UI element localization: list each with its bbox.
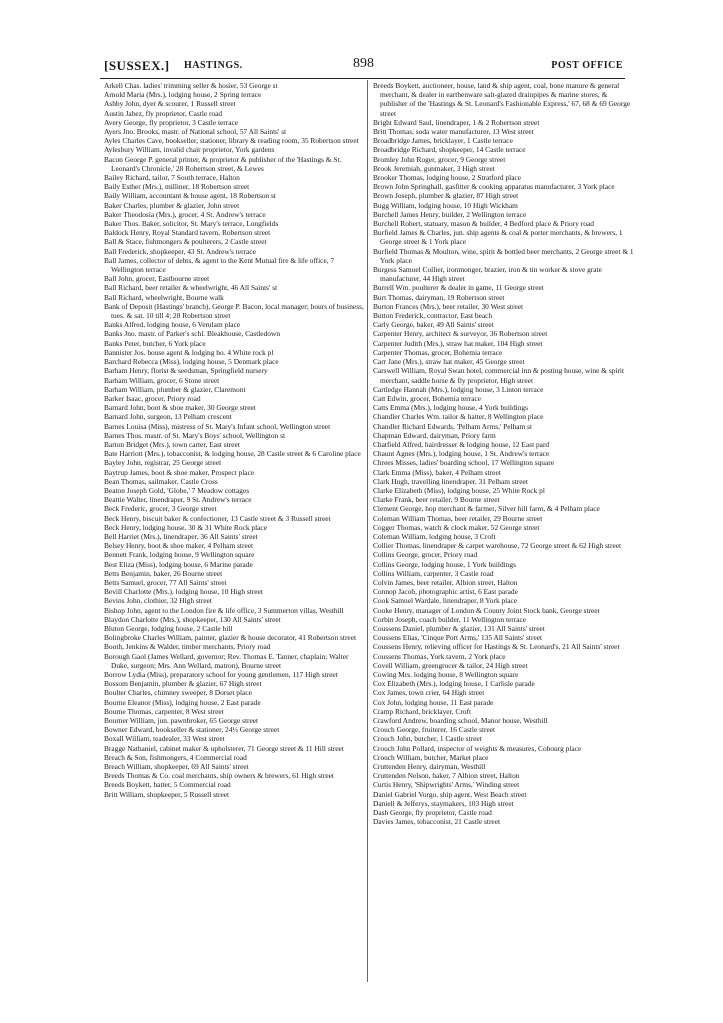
- directory-entry: Collins William, carpenter, 3 Castle road: [373, 568, 494, 578]
- directory-entry: Barchard Rebecca (Miss), lodging house, 5 Denmark place: [104, 357, 279, 367]
- directory-entry: Beck Henry, biscuit baker & confectioner, 13 Castle street & 3 Russell street: [104, 513, 331, 523]
- directory-entry: Bourner William, jun. pawnbroker, 65 George street: [104, 716, 259, 726]
- directory-entry: Breeds Boykett, auctioneer, house, land & ship agent, coal, bone manure & general merchant, & dealer in earthenware salt-glazed drainpipes & marine stores, & publisher of the 'Hastings & St. Leonard's Fashionable Express,' 67, 68 & 69 George street: [373, 81, 631, 118]
- directory-entry: Barnard John, boot & shoe maker, 30 George street: [104, 403, 256, 413]
- directory-entry: Catts Emma (Mrs.), lodging house, 4 York buildings: [373, 403, 528, 413]
- directory-entry: Cruttenden Nelson, baker, 7 Albion street, Halton: [373, 771, 520, 781]
- directory-entry: Beck Henry, lodging house, 30 & 31 White Rock place: [104, 522, 267, 532]
- directory-entry: Covell William, greengrocer & tailor, 24 High street: [373, 660, 528, 670]
- directory-entry: Burt Thomas, dairyman, 19 Robertson street: [373, 292, 505, 302]
- directory-entry: Cartledge Hannah (Mrs.), lodging house, 3 Linton terrace: [373, 384, 544, 394]
- directory-entry: Colvin James, beer retailer, Albion street, Halton: [373, 577, 518, 587]
- directory-entry: Corbin Joseph, coach builder, 11 Wellington terrace: [373, 614, 527, 624]
- directory-entry: Clark Emma (Miss), baker, 4 Pelham street: [373, 467, 501, 477]
- directory-entry: Dash George, fly proprietor, Castle road: [373, 808, 492, 818]
- directory-entry: Carly George, baker, 49 All Saints' street: [373, 320, 494, 330]
- directory-entry: Burchell James Henry, builder, 2 Wellington terrace: [373, 209, 527, 219]
- directory-entry: Brown Joseph, plumber & glazier, 87 High street: [373, 191, 519, 201]
- publisher-heading: POST OFFICE: [551, 60, 623, 71]
- directory-entry: Bright Edward Saul, linendraper, 1 & 2 Robertson street: [373, 117, 540, 127]
- directory-entry: Banks Alfred, lodging house, 6 Verulam place: [104, 320, 241, 330]
- header-rule: [100, 78, 625, 79]
- directory-entry: Betts Samuel, grocer, 77 All Saints' street: [104, 577, 227, 587]
- directory-entry: Cox James, town crier, 64 High street: [373, 688, 485, 698]
- directory-entry: Barnes Louisa (Miss), mistress of St. Mary's Infant school, Wellington street: [104, 421, 331, 431]
- directory-entry: Connop Jacob, photographic artist, 6 East parade: [373, 587, 518, 597]
- directory-entry: Crawford Andrew, boarding school, Manor house, Westhill: [373, 716, 548, 726]
- directory-entry: Broadbridge James, bricklayer, 1 Castle terrace: [373, 136, 513, 146]
- directory-entry: Coleman William Thomas, beer retailer, 29 Bourne street: [373, 513, 543, 523]
- directory-entry: Collins George, grocer, Priory road: [373, 550, 478, 560]
- directory-entry: Cooke Henry, manager of London & County Joint Stock bank, George street: [373, 605, 600, 615]
- directory-entry: Burfield James & Charles, jun. ship agents & coal & porter merchants, & brewers, 1 George street & 1 York place: [373, 228, 623, 247]
- directory-entry: Baily William, accountant & house agent, 18 Robertson st: [104, 191, 276, 201]
- directory-entry: Collins George, lodging house, 1 York buildings: [373, 559, 516, 569]
- directory-entry: Ayles Charles Cave, bookseller, stationer, library & reading room, 35 Robertson street: [104, 136, 359, 146]
- directory-entry: Bate Harriott (Mrs.), tobacconist, & lodging house, 28 Castle street & 6 Caroline place: [104, 449, 361, 459]
- directory-entry: Burrell Wm. poulterer & dealer in game, 11 George street: [373, 283, 544, 293]
- directory-entry: Bailey Richard, tailor, 7 South terrace, Halton: [104, 173, 240, 183]
- directory-entry: Carpenter Henry, architect & surveyor, 36 Robertson street: [373, 329, 548, 339]
- directory-entry: Chatfield Alfred, hairdresser & lodging house, 12 East pard: [373, 439, 550, 449]
- directory-entry: Brooker Thomas, lodging house, 2 Stratford place: [373, 173, 522, 183]
- directory-entry: Coussens Thomas, York tavern, 2 York place: [373, 651, 506, 661]
- directory-entry: Ball Richard, wheelwright, Bourne walk: [104, 292, 224, 302]
- directory-entry: Burchell Robert, statuary, mason & builder, 4 Bedford place & Priory road: [373, 219, 594, 229]
- directory-entry: Bennett Frank, lodging house, 9 Wellington square: [104, 550, 255, 560]
- directory-entry: Bannister Jos. house agent & lodging ho. 4 White rock pl: [104, 347, 274, 357]
- directory-entry: Arkell Chas. ladies' trimming seller & hosier, 53 George st: [104, 81, 278, 90]
- directory-entry: Coussens Daniel, plumber & glazier, 131 All Saints' street: [373, 623, 545, 633]
- directory-entry: Baytrup James, boot & shoe maker, Prospect place: [104, 467, 255, 477]
- directory-entry: Button Frederick, contractor, East beach: [373, 311, 493, 321]
- directory-entry: Austin Jabez, fly proprietor, Castle road: [104, 108, 223, 118]
- directory-entry: Ball Frederick, shopkeeper, 43 St. Andrew's terrace: [104, 246, 256, 256]
- directory-entry: Davies James, tobacconist, 21 Castle street: [373, 817, 501, 827]
- directory-entry: Carr Jane (Mrs.), straw hat maker, 45 George street: [373, 357, 525, 367]
- directory-entry: Daniel Gabriel Vorgo, ship agent, West Beach street: [373, 789, 527, 799]
- directory-entry: Brown John Springhall, gasfitter & cooking apparatus manufacturer, 3 York place: [373, 182, 615, 192]
- directory-entry: Bayley John, registrar, 25 George street: [104, 458, 222, 468]
- directory-entry: Cogger Thomas, watch & clock maker, 52 George street: [373, 522, 540, 532]
- directory-entry: Bragge Nathaniel, cabinet maker & upholsterer, 71 George street & 11 Hill street: [104, 743, 344, 753]
- directory-entry: Cox Elizabeth (Mrs.), lodging house, 1 Carlisle parade: [373, 679, 535, 689]
- directory-entry: Bossom Benjamin, plumber & glazier, 67 High street: [104, 679, 262, 689]
- right-column: [373, 81, 635, 984]
- directory-entry: Breeds Thomas & Co. coal merchants, ship owners & brewers, 61 High street: [104, 771, 334, 781]
- directory-entry: Betts Benjamin, baker, 26 Bourne street: [104, 568, 223, 578]
- directory-entry: Bourne Thomas, carpenter, 8 West street: [104, 706, 224, 716]
- page-number: 898: [353, 56, 374, 71]
- directory-entry: Belsey Henry, boot & shoe maker, 4 Pelham street: [104, 541, 254, 551]
- directory-entry: Catt Edwin, grocer, Bohemia terrace: [373, 393, 482, 403]
- directory-entry: Broadbridge Richard, shopkeeper, 14 Castle terrace: [373, 145, 526, 155]
- directory-entry: Carpenter Judith (Mrs.), straw hat maker, 104 High street: [373, 338, 543, 348]
- directory-entry: Barton Bridget (Mrs.), town carter, East street: [104, 439, 240, 449]
- directory-entry: Beattie Walter, linendraper, 9 St. Andrew's terrace: [104, 495, 252, 505]
- directory-entry: Chaunt Agnes (Mrs.), lodging house, 1 St. Andrew's terrace: [373, 449, 550, 459]
- directory-entry: Chandler Richard Edwards, 'Pelham Arms,' Pelham st: [373, 421, 533, 431]
- directory-entry: Ayers Jno. Brooks, mastr. of National school, 57 All Saints' st: [104, 127, 287, 137]
- directory-entry: Ball John, grocer, Eastbourne street: [104, 274, 210, 284]
- directory-entry: Crouch John Pollard, inspector of weights & measures, Cobourg place: [373, 743, 582, 753]
- directory-entry: Bolingbroke Charles William, painter, glazier & house decorator, 41 Robertson street: [104, 633, 357, 643]
- directory-entry: Crouch William, butcher, Market place: [373, 752, 489, 762]
- directory-entry: Banks Peter, butcher, 6 York place: [104, 338, 206, 348]
- directory-entry: Barnard John, surgeon, 13 Pelham crescent: [104, 412, 232, 422]
- town-heading: HASTINGS.: [184, 60, 243, 71]
- directory-entry: Coussens Elias, 'Cinque Port Arms,' 135 All Saints' street: [373, 633, 543, 643]
- directory-entry: Britt Thomas, soda water manufacturer, 13 West street: [373, 127, 534, 137]
- directory-entry: Ball & Stace, fishmongers & poulterers, 2 Castle street: [104, 237, 267, 247]
- directory-entry: Clement George, hop merchant & farmer, Silver hill farm, & 4 Pelham place: [373, 504, 600, 514]
- directory-entry: Boulter Charles, chimney sweeper, 8 Dorset place: [104, 688, 252, 698]
- directory-entry: Beaton Joseph Gold, 'Globe,' 7 Meadow cottages: [104, 485, 250, 495]
- directory-entry: Britt William, shopkeeper, 5 Russell street: [104, 789, 230, 799]
- directory-entry: Collier Thomas, linendraper & carpet warehouse, 72 George street & 62 High street: [373, 541, 622, 551]
- directory-entry: Borrow Lydia (Miss), preparatory school for young gentlemen, 117 High street: [104, 670, 338, 679]
- directory-entry: Bean Thomas, sailmaker, Castle Cross: [104, 476, 218, 486]
- directory-entry: Arnold Maria (Mrs.), lodging house, 2 Spring terrace: [104, 90, 262, 100]
- directory-entry: Baker Charles, plumber & glazier, John street: [104, 200, 240, 210]
- directory-entry: Daniell & Jefferys, staymakers, 103 High street: [373, 798, 514, 808]
- directory-entry: Bluton George, lodging house, 2 Castle hill: [104, 623, 233, 633]
- directory-entry: Cramp Richard, bricklayer, Croft: [373, 706, 472, 716]
- directory-entry: Boxall William, teadealer, 33 West street: [104, 734, 225, 744]
- directory-entry: Booth, Jenkins & Walder, timber merchants, Priory road: [104, 642, 271, 652]
- directory-entry: Cox John, lodging house, 11 East parade: [373, 697, 494, 707]
- directory-entry: Bowner Edward, bookseller & stationer, 24½ George street: [104, 725, 280, 735]
- directory-entry: Crouch John, butcher, 1 Castle street: [373, 734, 482, 744]
- directory-entry: Barker Isaac, grocer, Priory road: [104, 393, 201, 403]
- directory-entry: Burgess Samuel Collier, ironmonger, brazier, iron & tin worker & stove grate manufacturer, 44 High street: [373, 265, 602, 284]
- directory-entry: Cook Samuel Wardale, linendraper, 8 York place: [373, 596, 518, 606]
- directory-entry: Baily Esther (Mrs.), milliner, 18 Robertson street: [104, 182, 250, 192]
- directory-entry: Crouch George, fruiterer, 16 Castle street: [373, 725, 496, 735]
- directory-entry: Breach William, shopkeeper, 69 All Saints' street: [104, 762, 249, 772]
- directory-entry: Bugg William, lodging house, 10 High Wickham: [373, 200, 518, 210]
- directory-entry: Breeds Boykett, hatter, 5 Commercial road: [104, 780, 231, 790]
- directory-entry: Baldock Henry, Royal Standard tavern, Robertson street: [104, 228, 271, 238]
- directory-entry: Chandler Charles Wm. tailor & hatter, 8 Wellington place: [373, 412, 544, 422]
- directory-entry: Brook Jeremiah, gunmaker, 3 High street: [373, 163, 495, 173]
- directory-entry: Clarke Frank, beer retailer, 9 Bourne street: [373, 495, 500, 505]
- directory-entry: Baker Theodosia (Mrs.), grocer, 4 St. Andrew's terrace: [104, 209, 266, 219]
- directory-entry: Burfield Thomas & Moulton, wine, spirit & bottled beer merchants, 2 George street & 1 York place: [373, 246, 634, 265]
- directory-entry: Aylesbury William, invalid chair proprietor, York gardens: [104, 145, 275, 155]
- directory-entry: Baker Thos. Baker, solicitor, St. Mary's terrace, Longfields: [104, 219, 279, 229]
- directory-entry: Barham William, grocer, 6 Stone street: [104, 375, 220, 385]
- county-heading: [SUSSEX.]: [104, 58, 170, 73]
- directory-entry: Avery George, fly proprietor, 3 Castle terrace: [104, 117, 239, 127]
- page-header: [104, 56, 623, 78]
- directory-entry: Cowing Mrs. lodging house, 8 Wellington square: [373, 670, 519, 679]
- directory-entry: Carpenter Thomas, grocer, Bohemia terrace: [373, 347, 503, 357]
- directory-entry: Coussens Henry, relieving officer for Hastings & St. Leonard's, 21 All Saints' street: [373, 642, 620, 652]
- directory-entry: Ball James, collector of debts, & agent to the Kent Mutual fire & life office, 7 Wellington terrace: [104, 255, 335, 275]
- directory-entry: Beck Frederic, grocer, 3 George street: [104, 504, 217, 514]
- directory-entry: Barham Henry, florist & seedsman, Springfield nursery: [104, 366, 268, 376]
- directory-entry: Blaydon Charlotte (Mrs.), shopkeeper, 130 All Saints' street: [104, 614, 281, 624]
- directory-entry: Chapman Edward, dairyman, Priory farm: [373, 430, 496, 440]
- directory-entry: Coleman William, lodging house, 3 Croft: [373, 531, 496, 541]
- directory-entry: Banks Jno. mastr. of Parker's schl. Bleakhouse, Castledown: [104, 329, 281, 339]
- directory-entry: Bacon George P. general printer, & proprietor & publisher of the 'Hastings & St. Leonard's Chronicle,' 28 Robertson street, & Lewes: [104, 154, 342, 173]
- directory-entry: Bank of Deposit (Hastings' branch), George P. Bacon, local manager; hours of business, tues. & sat. 10 till 4; 28 Robertson street: [104, 301, 364, 321]
- directory-entry: Bevins John, clothier, 32 High street: [104, 596, 212, 606]
- directory-entry: Burton Frances (Mrs.), beer retailer, 30 West street: [373, 301, 524, 311]
- directory-entry: Bromley John Roger, grocer, 9 George street: [373, 154, 506, 164]
- directory-entry: Barnes Thos. mastr. of St. Mary's Boys' school, Wellington st: [104, 430, 286, 440]
- column-divider: [367, 80, 368, 982]
- left-column: [104, 81, 366, 984]
- directory-entry: Best Eliza (Miss), lodging house, 6 Marine parade: [104, 559, 253, 569]
- directory-entry: Ashby John, dyer & scourer, 1 Russell street: [104, 99, 236, 109]
- directory-entry: Barham William, plumber & glazier, Claremont: [104, 384, 246, 394]
- directory-entry: Carswell William, Royal Swan hotel, commercial inn & posting house, wine & spirit merchant, saddle horse & fly proprietor, High street: [373, 366, 625, 385]
- directory-entry: Cruttenden Henry, dairyman, Westhill: [373, 762, 486, 772]
- directory-entry: Clark Hugh, travelling linendraper, 31 Pelham street: [373, 476, 528, 486]
- directory-entry: Bishop John, agent to the London fire & life office, 3 Summerton villas, Westhill: [104, 605, 344, 615]
- directory-entry: Breach & Son, fishmongers, 4 Commercial road: [104, 752, 247, 762]
- directory-entry: Bourne Eleanor (Miss), lodging house, 2 East parade: [104, 697, 261, 707]
- directory-entry: Bell Harriet (Mrs.), linendraper, 36 All Saints' street: [104, 531, 258, 541]
- directory-entry: Bevill Charlotte (Mrs.), lodging house, 10 High street: [104, 587, 263, 597]
- directory-entry: Curtis Henry, 'Shipwrights' Arms,' Winding street: [373, 780, 520, 790]
- directory-entry: Ball Richard, beer retailer & wheelwright, 46 All Saints' st: [104, 283, 278, 293]
- directory-entry: Chrees Misses, ladies' boarding school, 17 Wellington square: [373, 458, 555, 468]
- directory-entry: Clarke Elizabeth (Miss), lodging house, 25 White Rock pl: [373, 485, 545, 495]
- directory-entry: Borough Gaol (James Wellard, governor; Rev. Thomas E. Tanner, chaplain; Walter Duke, surgeon; Mrs. Ann Wellard, matron), Bourne street: [104, 651, 349, 670]
